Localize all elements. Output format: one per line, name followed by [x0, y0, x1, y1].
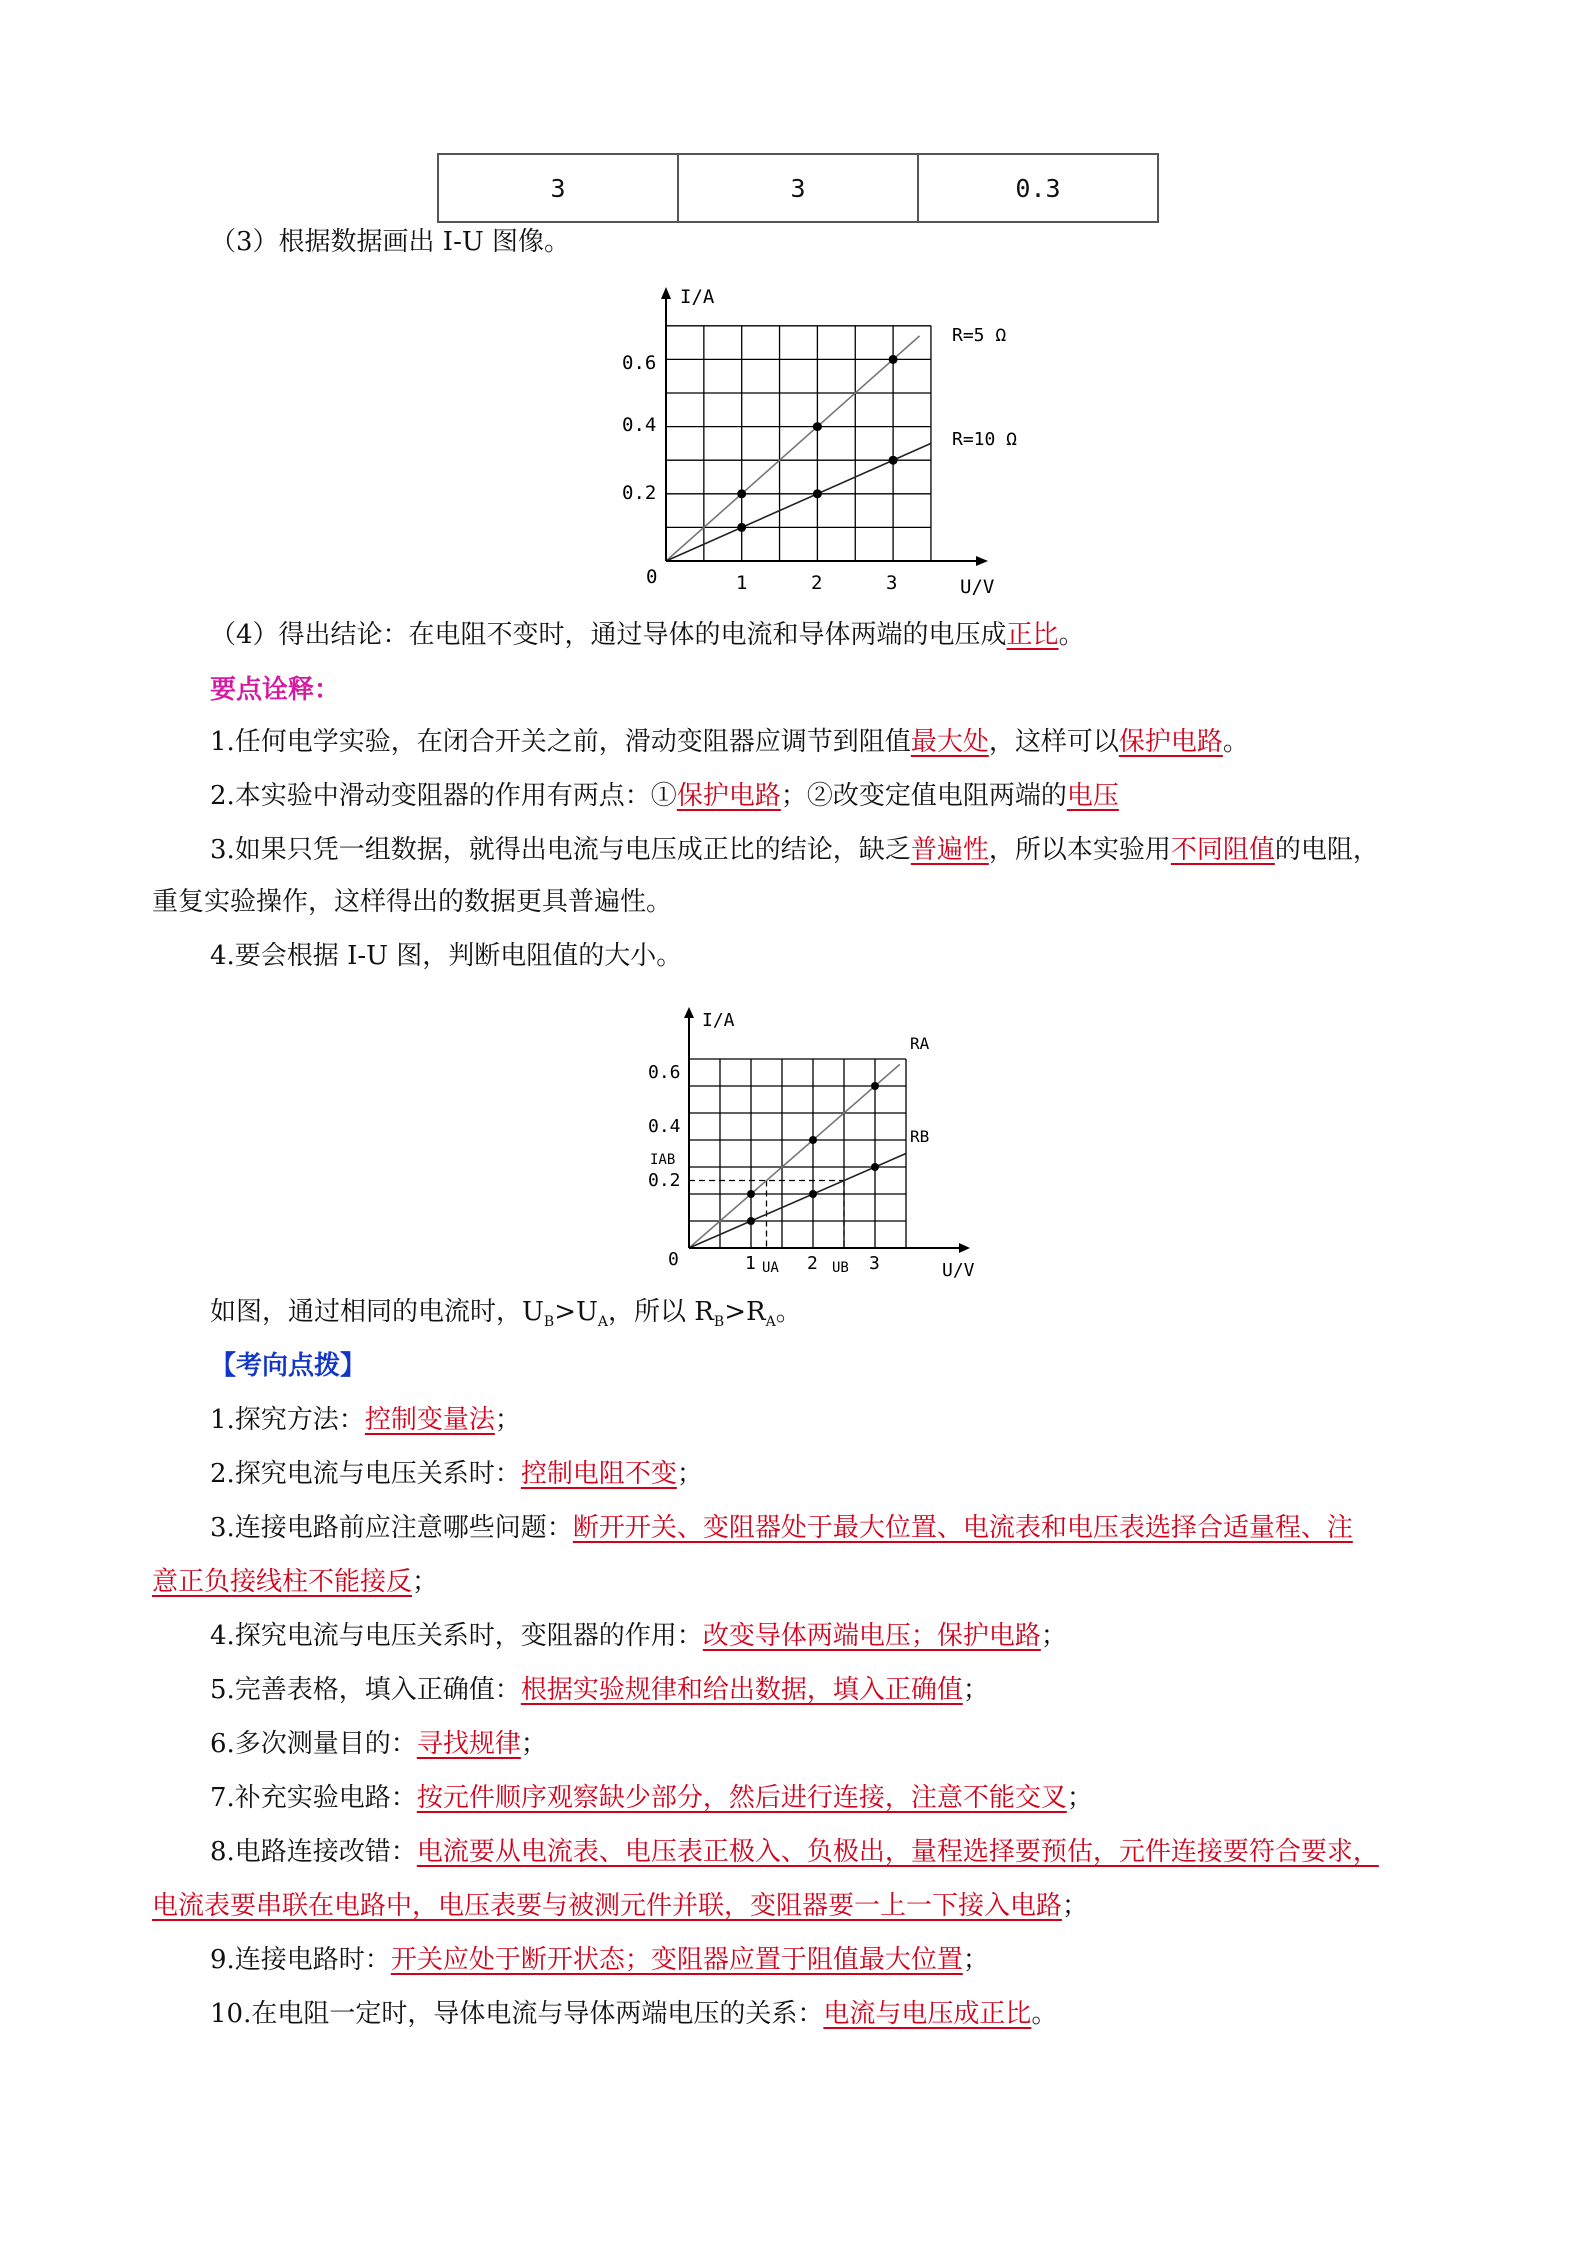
conclusion-text-c: ，所以 R — [608, 1297, 714, 1327]
e5-text: 5.完善表格，填入正确值： — [210, 1675, 521, 1705]
table-cell: 0.3 — [918, 154, 1158, 222]
data-point — [809, 1136, 817, 1144]
conclusion-sub-b2: B — [713, 1314, 725, 1331]
data-point — [809, 1190, 817, 1198]
kp3-answer-1: 普遍性 — [910, 835, 989, 865]
e5-answer: 根据实验规律和给出数据，填入正确值 — [520, 1675, 963, 1705]
kp2-text-a: 2.本实验中滑动变阻器的作用有两点：① — [210, 781, 677, 811]
data-point — [813, 422, 822, 431]
kp1-text-b: ，这样可以 — [988, 727, 1119, 757]
data-point — [889, 456, 898, 465]
e10-answer: 电流与电压成正比 — [823, 1999, 1032, 2029]
kp2-answer-2: 电压 — [1066, 781, 1119, 811]
e4-text: 4.探究电流与电压关系时，变阻器的作用： — [210, 1621, 703, 1651]
chart2-ylabel: I/A — [702, 1010, 735, 1031]
chart2-iab-label: IAB — [650, 1152, 676, 1168]
chart2-ub-label: UB — [832, 1260, 849, 1276]
conclusion-sub-a2: A — [765, 1314, 776, 1331]
e5-tail: ； — [962, 1675, 989, 1705]
e6-tail: ； — [520, 1729, 547, 1759]
chart1-ytick: 0.2 — [622, 482, 657, 504]
e1-answer: 控制变量法 — [364, 1405, 495, 1435]
data-point — [747, 1190, 755, 1198]
data-point — [889, 355, 898, 364]
chart1-ylabel: I/A — [680, 286, 715, 308]
e7-answer: 按元件顺序观察缺少部分，然后进行连接，注意不能交叉 — [416, 1783, 1067, 1813]
exam-item-2 — [210, 1454, 703, 1494]
chart1-ytick: 0.4 — [622, 414, 657, 436]
data-point — [737, 523, 746, 532]
data-point — [747, 1217, 755, 1225]
chart2-rb-label: RB — [910, 1127, 930, 1146]
e3-answer-cont: 意正负接线柱不能接反 — [152, 1567, 413, 1597]
chart2-ytick: 0.6 — [648, 1062, 681, 1083]
data-point — [871, 1163, 879, 1171]
keypoint-3 — [210, 830, 1379, 870]
data-table — [437, 153, 1159, 223]
conclusion-text-e: 。 — [775, 1297, 802, 1327]
e6-text: 6.多次测量目的： — [210, 1729, 417, 1759]
step4-line — [210, 615, 1085, 655]
table-row — [438, 154, 1158, 222]
e2-answer: 控制电阻不变 — [520, 1459, 677, 1489]
e8-answer: 电流要从电流表、电压表正极入、负极出，量程选择要预估，元件连接要符合要求， — [416, 1837, 1379, 1867]
kp1-answer-2: 保护电路 — [1118, 727, 1223, 757]
chart2-ytick: 0.2 — [648, 1170, 681, 1191]
e4-answer: 改变导体两端电压；保护电路 — [702, 1621, 1041, 1651]
step4-text: （4）得出结论：在电阻不变时，通过导体的电流和导体两端的电压成 — [210, 620, 1007, 650]
chart1-xtick: 1 — [736, 572, 748, 594]
chart2-xtick: 1 — [745, 1253, 756, 1274]
exam-item-5 — [210, 1670, 989, 1710]
e8-tail: ； — [1062, 1891, 1089, 1921]
step3-text: （3）根据数据画出 I-U 图像。 — [210, 227, 571, 257]
chart2-xlabel: U/V — [942, 1260, 975, 1281]
kp3-text-c: 的电阻， — [1274, 835, 1379, 865]
e10-tail: 。 — [1031, 1999, 1058, 2029]
e6-answer: 寻找规律 — [416, 1729, 521, 1759]
kp3-text-b: ，所以本实验用 — [988, 835, 1171, 865]
kp1-answer-1: 最大处 — [910, 727, 989, 757]
e10-text: 10.在电阻一定时，导体电流与导体两端电压的关系： — [210, 1999, 824, 2029]
chart1-x-arrow-icon — [976, 556, 988, 566]
chart2-xtick: 3 — [869, 1253, 880, 1274]
data-point — [813, 489, 822, 498]
kp2-answer-1: 保护电路 — [676, 781, 781, 811]
exam-item-1 — [210, 1400, 521, 1440]
e4-tail: ； — [1040, 1621, 1067, 1651]
chart2-origin: 0 — [668, 1249, 679, 1270]
e3-text: 3.连接电路前应注意哪些问题： — [210, 1513, 573, 1543]
e8-answer-cont: 电流表要串联在电路中，电压表要与被测元件并联，变阻器要一上一下接入电路 — [152, 1891, 1063, 1921]
chart1-xlabel: U/V — [960, 576, 995, 598]
iu-chart-2 — [620, 1005, 1020, 1290]
exam-item-3-cont — [152, 1562, 438, 1602]
chart2-ytick: 0.4 — [648, 1116, 681, 1137]
conclusion-sub-b: B — [543, 1314, 555, 1331]
conclusion-text-b: >U — [554, 1297, 598, 1327]
e3-tail: ； — [412, 1567, 439, 1597]
conclusion-sub-a: A — [597, 1314, 609, 1331]
e9-tail: ； — [962, 1945, 989, 1975]
table-cell: 3 — [438, 154, 678, 222]
conclusion-text-a: 如图，通过相同的电流时，U — [210, 1297, 544, 1327]
keypoint-2 — [210, 776, 1119, 816]
e8-text: 8.电路连接改错： — [210, 1837, 417, 1867]
e1-tail: ； — [494, 1405, 521, 1435]
e2-tail: ； — [676, 1459, 703, 1489]
exam-heading: 【考向点拨】 — [210, 1351, 367, 1381]
chart1-series-label-a: R=5 Ω — [952, 325, 1007, 346]
exam-item-10 — [210, 1994, 1057, 2034]
chart1-ytick: 0.6 — [622, 352, 657, 374]
e9-answer: 开关应处于断开状态；变阻器应置于阻值最大位置 — [390, 1945, 963, 1975]
chart1-origin: 0 — [646, 566, 658, 588]
kp2-text-b: ；②改变定值电阻两端的 — [780, 781, 1067, 811]
exam-item-8 — [210, 1832, 1379, 1872]
e2-text: 2.探究电流与电压关系时： — [210, 1459, 521, 1489]
e7-text: 7.补充实验电路： — [210, 1783, 417, 1813]
kp3-text-a: 3.如果只凭一组数据，就得出电流与电压成正比的结论，缺乏 — [210, 835, 911, 865]
conclusion-line — [210, 1292, 802, 1342]
exam-item-3 — [210, 1508, 1353, 1548]
chart2-xtick: 2 — [807, 1253, 818, 1274]
chart2-ua-label: UA — [762, 1260, 779, 1276]
conclusion-text-d: >R — [724, 1297, 766, 1327]
chart1-xtick: 2 — [811, 572, 823, 594]
e9-text: 9.连接电路时： — [210, 1945, 391, 1975]
chart2-ra-label: RA — [910, 1034, 930, 1053]
iu-chart-1 — [600, 285, 1040, 615]
e7-tail: ； — [1066, 1783, 1093, 1813]
exam-item-7 — [210, 1778, 1093, 1818]
exam-item-8-cont — [152, 1886, 1088, 1926]
chart2-y-arrow-icon — [684, 1007, 694, 1018]
e3-answer: 断开开关、变阻器处于最大位置、电流表和电压表选择合适量程、注 — [572, 1513, 1353, 1543]
keypoint-1 — [210, 722, 1249, 762]
kp1-text-a: 1.任何电学实验，在闭合开关之前，滑动变阻器应调节到阻值 — [210, 727, 911, 757]
keypoints-heading: 要点诠释： — [210, 675, 341, 705]
keypoint-3-cont: 重复实验操作，这样得出的数据更具普遍性。 — [152, 887, 673, 917]
e1-text: 1.探究方法： — [210, 1405, 365, 1435]
chart1-y-arrow-icon — [661, 287, 671, 299]
step4-answer: 正比 — [1006, 620, 1059, 650]
step4-tail: 。 — [1058, 620, 1085, 650]
exam-item-6 — [210, 1724, 547, 1764]
chart1-xtick: 3 — [886, 572, 898, 594]
data-point — [871, 1082, 879, 1090]
kp3-answer-2: 不同阻值 — [1170, 835, 1275, 865]
exam-item-4 — [210, 1616, 1067, 1656]
table-cell: 3 — [678, 154, 918, 222]
chart2-x-arrow-icon — [959, 1243, 970, 1253]
kp1-text-c: 。 — [1222, 727, 1249, 757]
exam-item-9 — [210, 1940, 989, 1980]
keypoint-4: 4.要会根据 I-U 图，判断电阻值的大小。 — [210, 941, 683, 971]
chart1-series-label-b: R=10 Ω — [952, 429, 1018, 450]
data-point — [737, 489, 746, 498]
